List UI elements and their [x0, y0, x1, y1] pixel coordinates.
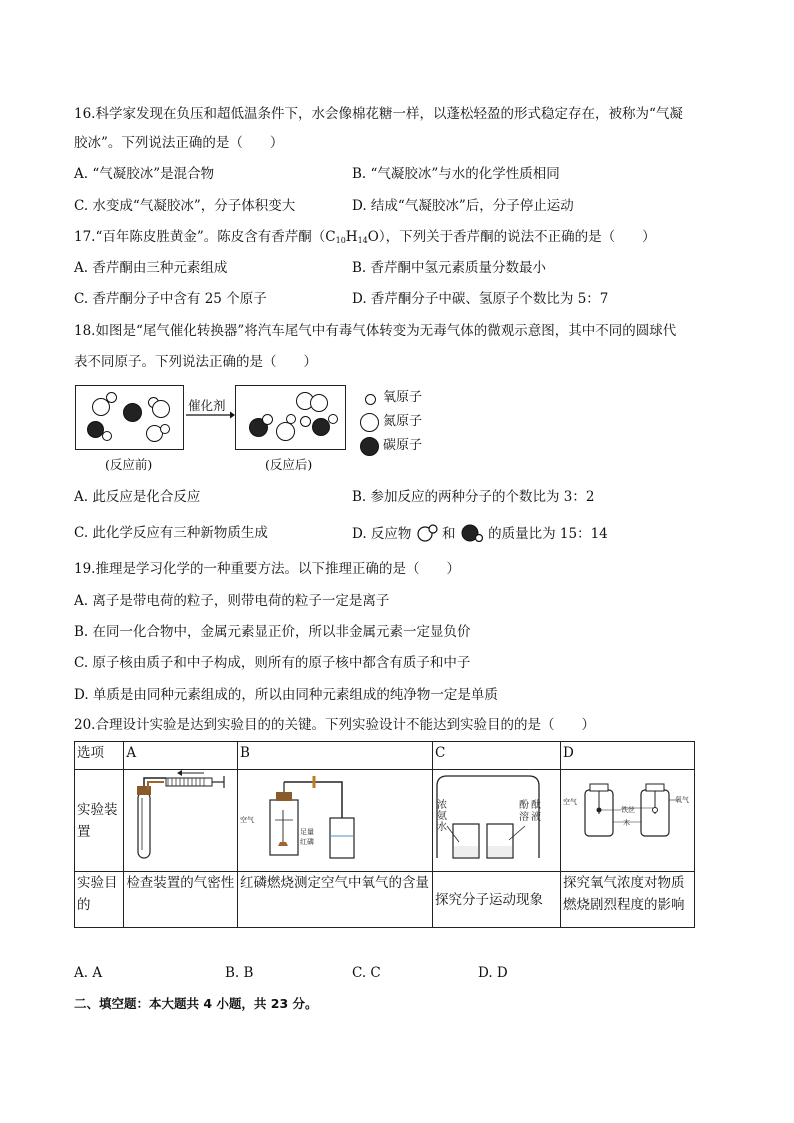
q17-stem-h: H — [345, 229, 358, 245]
legend-nitrogen-label: 氮原子 — [383, 414, 423, 429]
q19-stem: 19.推理是学习化学的一种重要方法。以下推理正确的是（ ） — [74, 561, 460, 577]
q16-stem-line1: 16.科学家发现在负压和超低温条件下，水会像棉花糖一样，以蓬松轻盈的形式稳定存在，被称为“气凝 — [74, 106, 683, 122]
label-oxygen: 氧气 — [674, 796, 689, 804]
atom-o — [102, 431, 112, 441]
label-iron-wire: 铁丝 — [620, 806, 635, 814]
row-apparatus-label: 实验装置 — [75, 770, 124, 872]
label-air-d: 空气 — [562, 798, 577, 806]
q16-stem-line2: 胶冰”。下列说法正确的是（ ） — [74, 135, 284, 151]
apparatus-c — [432, 770, 560, 872]
atom-o — [160, 424, 170, 434]
legend-oxygen-atom-icon — [365, 394, 376, 405]
atom-n — [152, 400, 170, 418]
experiment-table — [74, 741, 695, 928]
apparatus-d — [560, 770, 694, 872]
atom-o — [328, 414, 338, 424]
label-wood: 木 — [622, 819, 630, 827]
q17-stem — [74, 228, 656, 250]
no-molecule-icon — [416, 524, 438, 542]
q17-option-d: D. 香芹酮分子中碳、氢原子个数比为 5：7 — [352, 291, 609, 307]
q20-option-d: D. D — [478, 965, 508, 981]
purpose-c: 探究分子运动现象 — [432, 872, 560, 928]
red-phosphorus-apparatus-icon — [238, 770, 432, 864]
label-water: 水 — [436, 822, 447, 833]
q18-stem-line1: 18.如图是“尾气催化转换器”将汽车尾气中有毒气体转变为无毒气体的微观示意图，其中不同的圆球代 — [74, 323, 677, 339]
q17-stem-post: O），下列关于香芹酮的说法不正确的是（ ） — [367, 229, 656, 245]
legend-nitrogen-atom-icon — [360, 413, 379, 432]
header-c: C — [432, 742, 560, 770]
legend-carbon-atom-icon — [360, 437, 379, 456]
atom-o — [300, 416, 311, 427]
label-solution2: 液 — [530, 812, 541, 823]
header-d: D — [560, 742, 694, 770]
q17-sub-hydrogen: 14 — [357, 236, 368, 245]
q18-option-d-mid: 和 — [442, 526, 456, 542]
section-two-heading: 二、填空题：本大题共 4 小题，共 23 分。 — [74, 996, 318, 1011]
atom-o — [286, 414, 296, 424]
atom-o — [106, 392, 117, 403]
airtightness-apparatus-icon — [124, 770, 234, 864]
before-label: (反应前) — [105, 457, 153, 472]
q20-option-b: B. B — [225, 965, 254, 981]
atom-n — [276, 422, 295, 441]
apparatus-a — [124, 770, 238, 872]
q16-option-b: B. “气凝胶冰”与水的化学性质相同 — [352, 166, 560, 182]
q17-sub-carbon: 10 — [335, 236, 346, 245]
row-purpose-label: 实验目的 — [75, 872, 124, 928]
apparatus-b — [237, 770, 432, 872]
purpose-a: 检查装置的气密性 — [124, 872, 238, 928]
label-air: 空气 — [239, 816, 254, 824]
label-phenol: 酚 — [518, 800, 529, 811]
q20-stem: 20.合理设计实验是达到实验目的的关键。下列实验设计不能达到实验目的的是（ ） — [74, 717, 595, 733]
ammonia-diffusion-apparatus-icon — [433, 770, 560, 864]
q17-option-a: A. 香芹酮由三种元素组成 — [74, 260, 228, 276]
after-label: (反应后) — [265, 457, 313, 472]
q19-option-d: D. 单质是由同种元素组成的，所以由同种元素组成的纯净物一定是单质 — [74, 687, 498, 703]
q18-option-a: A. 此反应是化合反应 — [74, 489, 201, 505]
q17-option-c: C. 香芹酮分子中含有 25 个原子 — [74, 291, 267, 307]
q17-stem-pre: 17.“百年陈皮胜黄金”。陈皮含有香芹酮（C — [74, 229, 336, 245]
q16-option-c: C. 水变成“气凝胶冰”，分子体积变大 — [74, 198, 296, 214]
label-red-phosphorus: 红磷 — [299, 838, 314, 846]
q20-option-a: A. A — [74, 965, 103, 981]
q16-option-d: D. 结成“气凝胶冰”后，分子停止运动 — [352, 198, 574, 214]
q19-option-c: C. 原子核由质子和中子构成，则所有的原子核中都含有质子和中子 — [74, 655, 471, 671]
q19-option-b: B. 在同一化合物中，金属元素显正价，所以非金属元素一定显负价 — [74, 624, 471, 640]
after-reaction-box — [235, 385, 346, 450]
before-reaction-box — [75, 385, 184, 450]
atom-c — [123, 403, 142, 422]
q18-stem-line2: 表不同原子。下列说法正确的是（ ） — [74, 354, 317, 370]
label-ammonia: 氨 — [436, 811, 447, 822]
legend-oxygen-label: 氧原子 — [383, 390, 423, 405]
catalyst-label: 催化剂 — [188, 398, 226, 413]
purpose-b: 红磷燃烧测定空气中氧气的含量 — [237, 872, 432, 928]
atom-n — [310, 394, 328, 412]
label-sufficient: 足量 — [299, 828, 314, 836]
co-molecule-icon — [460, 524, 484, 542]
label-phthalein: 酞 — [530, 800, 541, 811]
q18-option-d — [352, 524, 608, 543]
q16-option-a: A. “气凝胶冰”是混合物 — [74, 166, 215, 182]
q18-option-d-post: 的质量比为 15：14 — [488, 526, 608, 542]
q19-option-a: A. 离子是带电荷的粒子，则带电荷的粒子一定是离子 — [74, 593, 390, 609]
header-a: A — [124, 742, 238, 770]
label-solution1: 溶 — [518, 812, 529, 823]
q18-option-d-pre: D. 反应物 — [352, 526, 412, 542]
legend-carbon-label: 碳原子 — [383, 438, 423, 453]
reaction-arrow-icon — [184, 410, 236, 420]
table-header-row — [75, 742, 695, 770]
q18-option-c: C. 此化学反应有三种新物质生成 — [74, 525, 268, 541]
purpose-d: 探究氧气浓度对物质燃烧剧烈程度的影响 — [560, 872, 694, 928]
table-row-purpose — [75, 872, 695, 928]
oxygen-concentration-apparatus-icon — [561, 770, 694, 864]
q20-option-c: C. C — [352, 965, 381, 981]
label-conc: 浓 — [436, 800, 447, 811]
table-row-apparatus — [75, 770, 695, 872]
q17-option-b: B. 香芹酮中氢元素质量分数最小 — [352, 260, 547, 276]
header-b: B — [237, 742, 432, 770]
q18-option-b: B. 参加反应的两种分子的个数比为 3：2 — [352, 489, 595, 505]
atom-o — [262, 414, 273, 425]
header-option: 选项 — [75, 742, 124, 770]
